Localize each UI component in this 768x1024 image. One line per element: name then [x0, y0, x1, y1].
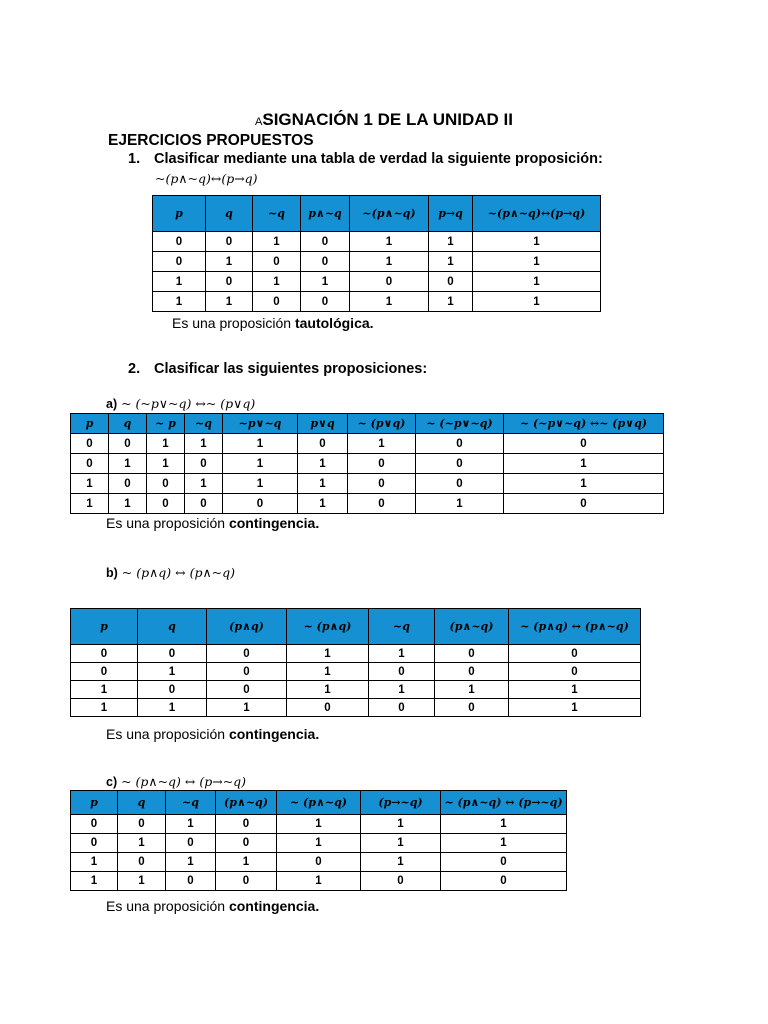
table-row [71, 663, 641, 681]
table-cell: 0 [369, 663, 435, 681]
column-header: ~q [166, 791, 216, 815]
title-initial: A [255, 116, 263, 128]
column-header: p [71, 414, 109, 434]
table-cell: 0 [71, 815, 118, 834]
question-1-number: 1. [128, 151, 141, 167]
conclusion-c-result: contingencia. [228, 898, 320, 914]
table-cell: 1 [509, 681, 641, 699]
column-header: p∨q [298, 414, 348, 434]
table-cell: 1 [369, 645, 435, 663]
column-header: p→q [429, 196, 473, 232]
table-cell: 1 [147, 434, 185, 454]
part-b-label: b) [106, 566, 118, 580]
table-cell: 0 [109, 434, 147, 454]
truth-table-c [70, 790, 567, 891]
table-row [153, 232, 601, 252]
table-cell: 1 [109, 454, 147, 474]
table-cell: 1 [298, 454, 348, 474]
table-cell: 1 [185, 474, 223, 494]
table-cell: 0 [166, 872, 216, 891]
table-cell: 1 [118, 834, 166, 853]
table-cell: 1 [138, 699, 207, 717]
table-cell: 0 [509, 663, 641, 681]
table-cell: 1 [298, 474, 348, 494]
table-cell: 1 [435, 681, 509, 699]
table-cell: 1 [287, 645, 369, 663]
table-cell: 1 [361, 834, 441, 853]
table-cell: 1 [509, 699, 641, 717]
part-c-expression: ~ (p∧~q) ↔ (p→~q) [121, 774, 247, 789]
table-cell: 1 [429, 292, 473, 312]
table-row [71, 815, 567, 834]
table-cell: 1 [429, 252, 473, 272]
part-c-formula [106, 774, 246, 789]
part-a-expression: ~ (~p∨~q) ↔~ (p∨q) [121, 396, 256, 411]
column-header: (p∧~q) [435, 609, 509, 645]
column-header: ~q [185, 414, 223, 434]
conclusion-b-prefix: Es una proposición [106, 726, 229, 742]
table-cell: 1 [206, 252, 253, 272]
table-cell: 0 [361, 872, 441, 891]
table-cell: 1 [361, 815, 441, 834]
table-cell: 0 [185, 494, 223, 514]
column-header: p [153, 196, 206, 232]
table-cell: 1 [71, 494, 109, 514]
column-header: ~(p∧~q) [350, 196, 429, 232]
column-header: q [118, 791, 166, 815]
conclusion-1-prefix: Es una proposición [172, 315, 295, 331]
table-cell: 1 [147, 454, 185, 474]
question-2-number: 2. [128, 361, 141, 377]
part-b-expression: ~ (p∧q) ↔ (p∧~q) [121, 565, 235, 580]
table-row [153, 252, 601, 272]
column-header: q [138, 609, 207, 645]
table-cell: 1 [166, 815, 216, 834]
column-header: ~ (p∧~q) ↔ (p→~q) [441, 791, 567, 815]
column-header: ~ (~p∨~q) ↔~ (p∨q) [504, 414, 664, 434]
table-cell: 0 [301, 292, 350, 312]
table-cell: 1 [71, 699, 138, 717]
table-cell: 1 [416, 494, 504, 514]
table-cell: 1 [287, 663, 369, 681]
table-cell: 1 [138, 663, 207, 681]
title-text: SIGNACIÓN 1 DE LA UNIDAD II [262, 110, 513, 129]
table-cell: 0 [185, 454, 223, 474]
table-cell: 1 [71, 474, 109, 494]
column-header: ~ (~p∨~q) [416, 414, 504, 434]
table-cell: 0 [71, 663, 138, 681]
table-cell: 0 [138, 645, 207, 663]
table-cell: 0 [138, 681, 207, 699]
table-cell: 1 [166, 853, 216, 872]
table-cell: 0 [207, 645, 287, 663]
table-cell: 0 [109, 474, 147, 494]
conclusion-c [106, 898, 319, 914]
column-header: ~ (p∧q) ↔ (p∧~q) [509, 609, 641, 645]
conclusion-a-result: contingencia. [228, 515, 320, 531]
table-cell: 0 [298, 434, 348, 454]
table-cell: 0 [206, 232, 253, 252]
document-title [0, 110, 768, 130]
table-cell: 1 [206, 292, 253, 312]
column-header: (p∧q) [207, 609, 287, 645]
table-cell: 1 [361, 853, 441, 872]
table-cell: 0 [147, 494, 185, 514]
table-cell: 1 [223, 434, 298, 454]
column-header: (p∧~q) [216, 791, 277, 815]
conclusion-b [106, 726, 319, 742]
header-row [71, 791, 567, 815]
column-header: q [109, 414, 147, 434]
header-row [71, 609, 641, 645]
table-cell: 1 [504, 454, 664, 474]
table-cell: 1 [369, 681, 435, 699]
table-cell: 0 [166, 834, 216, 853]
table-cell: 1 [253, 272, 301, 292]
table-cell: 1 [109, 494, 147, 514]
table-cell: 1 [441, 815, 567, 834]
table-cell: 1 [223, 474, 298, 494]
truth-table-a [70, 413, 664, 514]
table-cell: 1 [473, 232, 601, 252]
section-heading: EJERCICIOS PROPUESTOS [108, 132, 314, 149]
column-header: ~q [369, 609, 435, 645]
table-cell: 0 [71, 834, 118, 853]
table-cell: 0 [416, 474, 504, 494]
part-a-label: a) [106, 397, 118, 411]
column-header: ~ (p∧~q) [277, 791, 361, 815]
table-cell: 1 [185, 434, 223, 454]
conclusion-1 [172, 315, 374, 331]
table-cell: 1 [287, 681, 369, 699]
table-cell: 0 [118, 815, 166, 834]
table-row [71, 834, 567, 853]
table-cell: 0 [153, 232, 206, 252]
conclusion-c-prefix: Es una proposición [106, 898, 229, 914]
table-row [71, 645, 641, 663]
table-row [71, 699, 641, 717]
table-cell: 0 [369, 699, 435, 717]
table-cell: 1 [207, 699, 287, 717]
table-cell: 0 [153, 252, 206, 272]
table-cell: 0 [253, 292, 301, 312]
table-row [71, 872, 567, 891]
table-cell: 1 [253, 232, 301, 252]
table-cell: 1 [153, 272, 206, 292]
column-header: ~q [253, 196, 301, 232]
table-cell: 0 [416, 454, 504, 474]
table-row [71, 853, 567, 872]
truth-table-1 [152, 195, 601, 312]
table-cell: 0 [441, 872, 567, 891]
table-cell: 1 [350, 252, 429, 272]
table-cell: 1 [118, 872, 166, 891]
table-cell: 1 [301, 272, 350, 292]
table-cell: 0 [348, 494, 416, 514]
table-row [71, 474, 664, 494]
table-row [71, 681, 641, 699]
column-header: p [71, 791, 118, 815]
conclusion-a [106, 515, 319, 531]
conclusion-b-result: contingencia. [228, 726, 320, 742]
table-cell: 0 [350, 272, 429, 292]
header-row [153, 196, 601, 232]
table-cell: 1 [277, 872, 361, 891]
table-cell: 1 [350, 292, 429, 312]
table-cell: 1 [153, 292, 206, 312]
table-cell: 1 [223, 454, 298, 474]
table-cell: 0 [441, 853, 567, 872]
column-header: ~ p [147, 414, 185, 434]
table-cell: 0 [509, 645, 641, 663]
table-cell: 0 [435, 699, 509, 717]
table-row [153, 272, 601, 292]
table-cell: 0 [504, 434, 664, 454]
table-cell: 1 [350, 232, 429, 252]
table-cell: 0 [253, 252, 301, 272]
table-cell: 0 [147, 474, 185, 494]
table-cell: 0 [216, 834, 277, 853]
part-b-formula [106, 565, 235, 580]
table-cell: 0 [504, 494, 664, 514]
column-header: ~ (p∧q) [287, 609, 369, 645]
question-1-text: Clasificar mediante una tabla de verdad la siguiente proposición: [154, 151, 603, 167]
table-cell: 1 [473, 272, 601, 292]
question-1-formula: ~(p∧~q)↔(p→q) [155, 171, 258, 186]
column-header: ~p∨~q [223, 414, 298, 434]
table-cell: 1 [348, 434, 416, 454]
table-cell: 1 [441, 834, 567, 853]
table-cell: 0 [206, 272, 253, 292]
table-cell: 0 [301, 232, 350, 252]
part-a-formula [106, 396, 255, 411]
column-header: ~(p∧~q)↔(p→q) [473, 196, 601, 232]
table-cell: 1 [277, 815, 361, 834]
table-cell: 0 [216, 872, 277, 891]
table-cell: 1 [71, 872, 118, 891]
table-cell: 0 [71, 645, 138, 663]
table-cell: 0 [207, 681, 287, 699]
table-cell: 0 [348, 474, 416, 494]
column-header: (p→~q) [361, 791, 441, 815]
table-cell: 1 [504, 474, 664, 494]
table-cell: 1 [277, 834, 361, 853]
column-header: p∧~q [301, 196, 350, 232]
table-cell: 1 [298, 494, 348, 514]
truth-table-b [70, 608, 641, 717]
table-cell: 0 [223, 494, 298, 514]
table-cell: 1 [473, 252, 601, 272]
table-cell: 0 [348, 454, 416, 474]
table-row [153, 292, 601, 312]
table-cell: 0 [71, 454, 109, 474]
table-row [71, 434, 664, 454]
column-header: ~ (p∨q) [348, 414, 416, 434]
conclusion-a-prefix: Es una proposición [106, 515, 229, 531]
table-row [71, 454, 664, 474]
table-cell: 0 [216, 815, 277, 834]
question-1 [128, 151, 603, 167]
column-header: p [71, 609, 138, 645]
table-cell: 1 [473, 292, 601, 312]
table-cell: 0 [277, 853, 361, 872]
table-cell: 1 [429, 232, 473, 252]
table-cell: 0 [416, 434, 504, 454]
table-cell: 1 [71, 853, 118, 872]
part-c-label: c) [106, 775, 118, 789]
table-cell: 0 [207, 663, 287, 681]
question-2 [128, 361, 427, 377]
table-row [71, 494, 664, 514]
table-cell: 1 [216, 853, 277, 872]
question-2-text: Clasificar las siguientes proposiciones: [154, 361, 428, 377]
table-cell: 0 [118, 853, 166, 872]
table-cell: 0 [301, 252, 350, 272]
table-cell: 0 [287, 699, 369, 717]
conclusion-1-result: tautológica. [294, 315, 374, 331]
table-cell: 1 [71, 681, 138, 699]
table-cell: 0 [435, 663, 509, 681]
column-header: q [206, 196, 253, 232]
table-cell: 0 [71, 434, 109, 454]
table-cell: 0 [435, 645, 509, 663]
table-cell: 0 [429, 272, 473, 292]
header-row [71, 414, 664, 434]
